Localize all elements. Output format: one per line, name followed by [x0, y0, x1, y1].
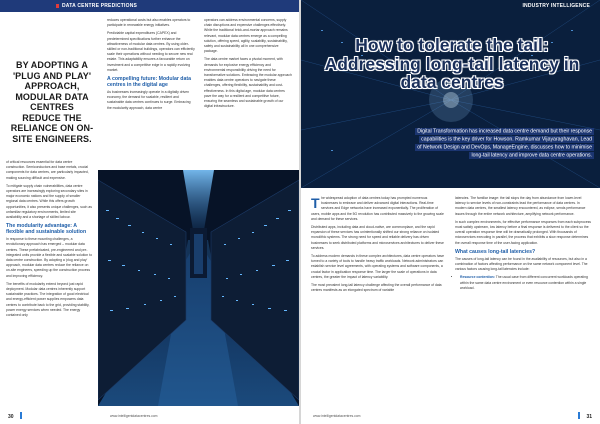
standfirst-line: Digital Transformation has increased data centre demand but their response [417, 128, 592, 134]
page-number-bar [20, 412, 22, 419]
section-heading: The modularity advantage: A flexible and sustainable solution [6, 223, 87, 236]
right-header-label: INDUSTRY INTELLIGENCE [522, 3, 590, 9]
section-heading: What causes long-tail latencies? [455, 248, 536, 255]
paragraph: In response to these mounting challenges, a revolutionary approach has emerged – modular data centres. These prefabricated, pre-engineered and pre-integrated units provide a flexible and scalable solution to data centre construction. By adopting a 'plug and play' approach, modular data centres reduce the reliance on on-site engineers, speeding up the construction process and improving efficiency. [6, 237, 92, 278]
hero-image [301, 0, 600, 188]
paragraph: The causes of long-tail latency can be found in the availability of resources, but also in a combination of factors affecting performance on the same network component level. The various factors causing long-tail latencies include: [455, 256, 588, 272]
paragraph: latencies. The familiar image: the tail stops the day from abundance from lower-level latency to service levels of non-constraints lead the performance of data centres. In modern data centres, the smallest latency encountered, as eclipse, sends performance issues through the entire network architecture, amplifying network performance. [455, 196, 586, 216]
standfirst-line: of Network Design and DevOps, ManageEngine, discusses how to minimise [417, 144, 592, 150]
header-accent-tick [56, 4, 59, 8]
server-room-image [98, 170, 299, 406]
standfirst-line: capabilities is the key driver for Howson. Ramkumar Vijayaraghavan, Lead [421, 136, 592, 142]
paragraph: In such complex environments, for effective performance responses from each subprocess must satisfy upstream, low latency before a final response is delivered to the client so the overall operation response time will be dramatically prolonged. With thousands of microservices executing in parallel, the process that exhibits a slow response determines the overall response time of the user-facing application. [455, 219, 592, 245]
standfirst-line: long-tail latency and improve data centre operations. [471, 152, 592, 158]
article-title: How to tolerate the tail: Addressing long-tail latency in data centres [324, 35, 580, 92]
left-page-number: 30 [8, 414, 14, 420]
paragraph: The benefits of modularity extend beyond just rapid deployment. Modular data centres inherently support sustainable practices. The integration of good electrical and energy-efficient power supplies empowers data centres to contribute back to the grid, providing stability, power energy services when needed. The energy contained only [6, 281, 90, 318]
right-page-number: 31 [586, 414, 592, 420]
page-number-bar [578, 412, 580, 419]
bullet-list [460, 275, 591, 291]
paragraph: To mitigate supply chain vulnerabilities, data centre operators are increasingly exploring secondary sites in major economic nations and the supply of smaller regional data centres. While this offers growth opportunities, it also presents unique challenges, such as unfamiliar regulatory environments, limited site availability and a shortage of skilled labour. [6, 183, 92, 220]
left-page-header [0, 0, 299, 12]
paragraph: The data centre market faces a pivotal moment, with demands for explosive energy efficiency and environmental responsibility driving the need for transformative solutions. Embracing the modular approach enables data centre operators to navigate these challenges, offering flexibility, sustainability and cost-effectiveness. In this digital age, modular data centres pave the way for a resilient and competitive future, ensuring the seamless and sustainable growth of our digital infrastructure. [204, 57, 292, 109]
list-item: • Resource contention: The usual case from different concurrent workloads operating within the same data centre environment or even resource contention within a single workload. [460, 275, 591, 291]
right-footer-url: www.intelligentdatacentres.com [313, 414, 361, 418]
left-column-3 [204, 18, 292, 112]
left-footer-url: www.intelligentdatacentres.com [110, 414, 158, 418]
left-page [0, 0, 299, 424]
paragraph: of critical resources essential for data centre construction. Semiconductors and base metals, crucial components for data centres, are particularly impacted, making sourcing difficult and expensive. [6, 160, 89, 180]
right-column-2 [455, 196, 591, 293]
drop-cap: T [311, 194, 320, 211]
right-page-header [301, 0, 600, 12]
hero-tunnel-illustration [301, 0, 600, 188]
paragraph: As businesses increasingly operate in a digitally driven economy, the demand for scalable, resilient and sustainable data centres continues to surge. Embracing the modularity approach, data centre [107, 90, 191, 110]
left-header-label: DATA CENTRE PREDICTIONS [62, 3, 138, 9]
paragraph: Distributed apps, including data and cloud-native, are commonplace, and the rapid expansion of these services has unintentionally shifted our strong reliance on isolated monolithic systems. The strong need for speed and reliable delivery has driven businesses to seek distributed platforms and microservices architectures to deliver these services. [311, 225, 444, 250]
left-column-1 [6, 160, 92, 321]
pull-quote: BY ADOPTING A 'PLUG AND PLAY' APPROACH, MODULAR DATA CENTRES REDUCE THE RELIANCE ON ON-SITE ENGINEERS. [10, 60, 94, 144]
paragraph: The widespread adoption of data centres today has prompted numerous businesses to embrace and deliver advanced digital interactions. Real-time services and Edge networks have increased exponentially. The proliferation of users, mobile apps and the 5G revolution has contributed massively to the growing scale and demand for these services. [311, 194, 444, 221]
paragraph: The most prevalent long-tail latency challenge affecting the overall performance of data centres manifests as an elongated spectrum of variable [311, 283, 442, 293]
paragraph: Predictable capital expenditures (CAPEX) and predetermined specifications further enhance the attractiveness of modular data centres. By using older-skilled or non-traditional buildings, operators can efficiently scale their operations without needing to secure new real estate. This adaptability ensures a favourable return on investment and a competitive edge in a rapidly evolving market. [107, 31, 195, 72]
paragraph: To address modern demands in these complex architectures, data centre operators have turned to a variety of tools to handle heavy traffic workloads. Network administrators can establish service level agreements, with operating systems and software components, a crucial factor in application response time. The larger the scale of operations in data centres, the greater the impact of latency variability. [311, 254, 445, 279]
section-heading: A compelling future: Modular data centres in the digital age [107, 76, 191, 89]
right-page [301, 0, 600, 424]
left-column-2 [107, 18, 195, 114]
right-column-1 [311, 196, 445, 296]
paragraph: reduces operational costs but also enables operators to participate in renewable energy initiatives. [107, 18, 191, 28]
paragraph: operators can address environmental concerns, supply chain disruptions and expensive challenges effectively. While the traditional brick-and-mortar approach remains relevant, modular data centres emerge as a compelling solution, offering speed, agility, scalability, sustainability, safety and sustainability all in one comprehensive package. [204, 18, 288, 54]
server-room-illustration [98, 170, 299, 406]
